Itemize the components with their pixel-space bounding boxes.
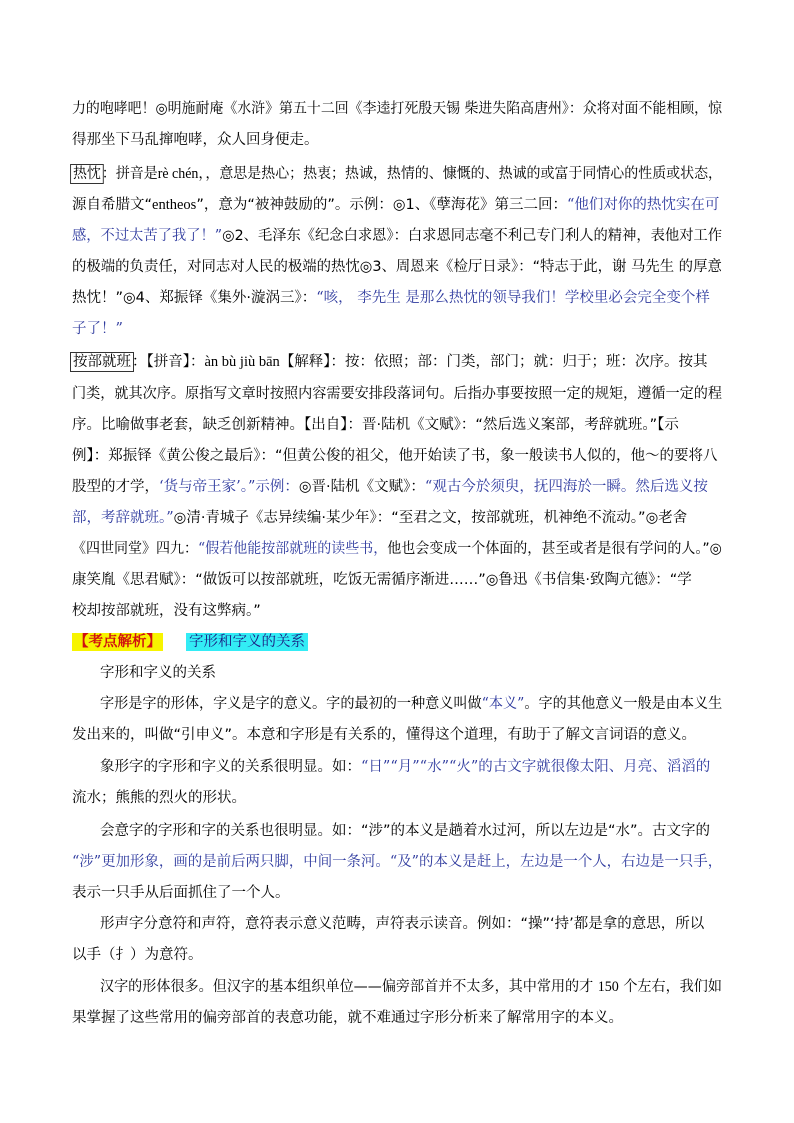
paragraph-line [72, 98, 722, 120]
text-run: 热忱！”◎4、郑振铎《集外·漩涡三》： [72, 290, 317, 306]
paragraph-line [72, 944, 203, 966]
entry-rexin-line [72, 287, 710, 309]
quote-run: “本义” [481, 696, 525, 712]
paragraph-line [100, 913, 704, 935]
text-run: 例】：郑振铎《黄公俊之最后》：“但黄公俊的祖父，他开始读了书，象一般读书人似的，他～的要将八 [72, 448, 718, 464]
text-run: ，，意思是热心；热衷；热诚，热情的、慷慨的、热诚的或富于同情心的性质或状态， [198, 166, 723, 182]
text-run: 形声字分意符和声符，意符表示意义范畴，声符表示读音。例如：“操”‘持’都是拿的意思，所以 [100, 916, 705, 932]
paragraph-line [72, 882, 290, 904]
entry-anbu-line [72, 383, 722, 405]
number: 150 [597, 979, 619, 995]
section-header [72, 631, 308, 653]
text-run: 会意字的字形和字的关系也很明显。如：“涉”的本义是趟着水过河，所以左边是“水”。古文字的 [100, 823, 711, 839]
text-run: 发出来的，叫做“引申义”。本意和字形是有关系的，懂得这个道理，有助于了解文言词语的意义。 [72, 727, 697, 743]
spacer [163, 634, 186, 650]
text-run: 象形字的字形和字义的关系很明显。如： [100, 759, 361, 775]
text-run: 康笑胤《思君赋》：“做饭可以按部就班，吃饭无需循序渐进……”◎鲁迅《书信集·致陶亢德》：“学 [72, 572, 692, 588]
quote-run: 部，考辞就班。” [72, 510, 174, 526]
paragraph-line [72, 1007, 623, 1029]
quote-run: “他们对你的热忱实在可 [566, 197, 720, 213]
paragraph-line [72, 129, 319, 151]
quote-run: “假若他能按部就班的读些书， [198, 541, 388, 557]
quote-run: 子了！” [72, 321, 123, 337]
text-run: 。字的其他意义一般是由本义生 [524, 696, 723, 712]
quote-run: ‘货与帝王家’。”示例： [159, 479, 299, 495]
text-run: 《四世同堂》四九： [72, 541, 199, 557]
paragraph-line [100, 976, 722, 998]
text-run: 股型的才学， [72, 479, 159, 495]
entry-anbu-line [72, 414, 679, 436]
quote-run: “观古今於须臾，抚四海於一瞬。然后选义按 [424, 479, 708, 495]
text-run: 字形是字的形体，字义是字的意义。字的最初的一种意义叫做 [100, 696, 482, 712]
entry-anbu-line [72, 538, 722, 560]
text-run: 字形和字义的关系 [100, 665, 216, 681]
text-run: 表示一只手从后面抓住了一个人。 [72, 885, 290, 901]
entry-anbu-line [72, 476, 708, 498]
pinyin: àn bù jiù bān [204, 354, 280, 370]
text-run: 汉字的形体很多。但汉字的基本组织单位——偏旁部首并不太多，其中常用的才 [100, 979, 598, 995]
term-rexin: 热忱 [72, 166, 101, 182]
text-run: 门类，就其次序。原指写文章时按照内容需要安排段落词句。后指办事要按照一定的规矩，遵循一定的程 [72, 386, 722, 402]
entry-rexin-line [72, 256, 722, 278]
quote-run: “咳， 李先生 是那么热忱的领导我们！学校里必会完全变个样 [316, 290, 710, 306]
entry-anbu-line [72, 569, 692, 591]
entry-rexin-line [72, 194, 719, 216]
quote-run: “涉”更加形象，画的是前后两只脚，中间一条河。“及”的本义是赶上，左边是一个人，右边是一只手， [72, 854, 723, 870]
text-run: ◎清·青城子《志异续编·某少年》：“至君之文，按部就班，机神绝不流动。”◎老舍 [173, 510, 688, 526]
entry-anbu-line [72, 351, 708, 373]
entry-anbu-line [72, 507, 687, 529]
pinyin: rè chén [157, 166, 199, 182]
subheading [100, 662, 216, 684]
text-run: 果掌握了这些常用的偏旁部首的表意功能，就不难通过字形分析来了解常用字的本义。 [72, 1010, 623, 1026]
text-run: 的极端的负责任，对同志对人民的极端的热忱◎3、周恩来《检厅日录》：“特志于此，谢 马先生 的厚意 [72, 259, 722, 275]
paragraph-line [72, 724, 696, 746]
text-run: 力的咆哮吧！◎明施耐庵《水浒》第五十二回《李逵打死殷天锡 柴进失陷高唐州》：众将对面不能相顾，惊 [72, 101, 723, 117]
paragraph-line [100, 693, 722, 715]
quote-run: “日”“月”“水”“火”的古文字就很像太阳、月亮、滔滔的 [361, 759, 711, 775]
text-run: 流水；熊熊的烈火的形状。 [72, 790, 246, 806]
text-run: 得那坐下马乱撺咆哮，众人回身便走。 [72, 132, 319, 148]
kaodian-tag: 【考点解析】 [74, 634, 161, 650]
paragraph-line [72, 851, 722, 873]
text-run: ：【拼音】： [132, 354, 205, 370]
entry-rexin-line [72, 163, 722, 185]
entry-anbu-line [72, 445, 718, 467]
text-run: 他也会变成一个体面的，甚至或者是很有学问的人。”◎ [387, 541, 722, 557]
text-run: 序。比喻做事老套，缺乏创新精神。【出自】：晋·陆机《文赋》：“然后选义案部，考辞就班。”【示 [72, 417, 679, 433]
text-run: ◎2、毛泽东《纪念白求恩》：白求恩同志毫不利己专门利人的精神，表他对工作 [222, 228, 723, 244]
section-title: 字形和字义的关系 [186, 633, 308, 651]
term-anbujiuban: 按部就班 [73, 354, 131, 370]
text-run: ”，意为“被神鼓励的”。示例：◎1、《孽海花》第三二回： [196, 197, 567, 213]
text-run: 校却按部就班，没有这弊病。” [72, 603, 261, 619]
latin-word: entheos [152, 197, 197, 213]
text-run: 源自希腊文“ [72, 197, 153, 213]
text-run: 以手（扌）为意符。 [72, 947, 203, 963]
text-run: ：拼音是 [101, 166, 158, 182]
paragraph-line [100, 820, 710, 842]
text-run: 个左右，我们如 [618, 979, 722, 995]
paragraph-line [100, 756, 710, 778]
quote-run: 感，不过太苦了我了！” [72, 228, 223, 244]
paragraph-line [72, 787, 246, 809]
entry-rexin-line [72, 318, 123, 340]
entry-rexin-line [72, 225, 722, 247]
entry-anbu-line [72, 600, 261, 622]
text-run: 【解释】：按：依照；部：门类，部门；就：归于；班：次序。按其 [279, 354, 708, 370]
text-run: ◎晋·陆机《文赋》： [298, 479, 425, 495]
